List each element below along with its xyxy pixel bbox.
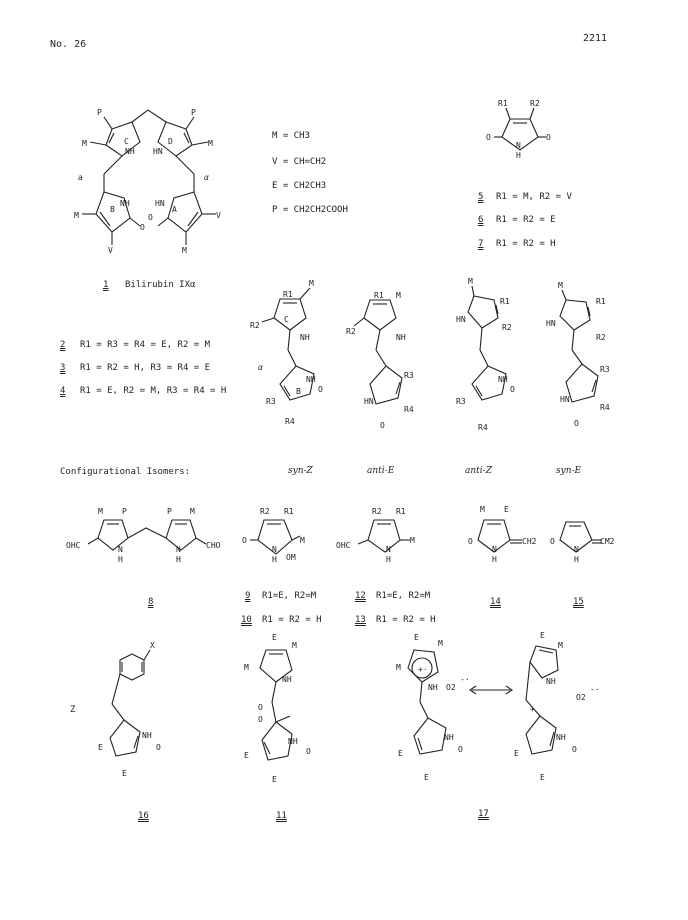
svg-text:R1: R1 <box>498 99 508 108</box>
svg-text:R3: R3 <box>456 397 466 406</box>
isomers-heading: Configurational Isomers: <box>60 467 191 477</box>
svg-text:NH: NH <box>546 677 556 686</box>
structure-maleimide <box>486 99 551 160</box>
svg-text:M: M <box>190 507 195 516</box>
svg-text:O: O <box>380 421 385 430</box>
svg-text:NH: NH <box>120 199 130 208</box>
svg-text:V: V <box>216 211 221 220</box>
svg-text:C: C <box>284 315 289 324</box>
svg-text:R3: R3 <box>404 371 414 380</box>
compound-6-number: 6 <box>478 215 484 225</box>
compound-16-number: 16 <box>138 811 149 821</box>
svg-text:H: H <box>516 151 521 160</box>
svg-text:HN: HN <box>560 395 570 404</box>
svg-text:CH2: CH2 <box>522 537 537 546</box>
compound-4-number: 4 <box>60 386 66 396</box>
svg-text:OHC: OHC <box>66 541 81 550</box>
substituent-z-label: Z <box>70 705 76 715</box>
svg-text:R2: R2 <box>530 99 540 108</box>
svg-text:OM: OM <box>286 553 296 562</box>
structure-8 <box>66 507 221 564</box>
svg-text:+·: +· <box>418 665 428 674</box>
svg-text:N: N <box>272 545 277 554</box>
svg-text:H: H <box>492 555 497 564</box>
isomer-label-anti-z: anti-Z <box>465 466 492 476</box>
svg-text:O: O <box>546 133 551 142</box>
legend-E: E = CH2CH3 <box>272 181 327 191</box>
svg-text:R3: R3 <box>266 397 276 406</box>
svg-text:C: C <box>124 137 129 146</box>
compound-5-definition: R1 = M, R2 = V <box>496 192 572 202</box>
svg-text:-·: -· <box>460 675 470 684</box>
structure-anti-z <box>456 277 515 432</box>
structure-syn-e <box>546 281 610 428</box>
structure-14 <box>468 505 537 564</box>
svg-text:R1: R1 <box>396 507 406 516</box>
isomer-label-syn-e: syn-E <box>556 466 582 476</box>
svg-text:HN: HN <box>364 397 374 406</box>
structure-bilirubin <box>74 108 221 255</box>
svg-text:P: P <box>97 108 102 117</box>
svg-text:E: E <box>540 773 545 782</box>
svg-text:N: N <box>118 545 123 554</box>
compound-10-definition: R1 = R2 = H <box>262 615 322 625</box>
svg-text:E: E <box>122 769 127 778</box>
svg-text:R1: R1 <box>500 297 510 306</box>
compound-12-number: 12 <box>355 591 366 601</box>
svg-text:NH: NH <box>300 333 310 342</box>
svg-text:α: α <box>258 363 263 372</box>
svg-text:M: M <box>396 663 401 672</box>
compound-9-definition: R1=E, R2=M <box>262 591 317 601</box>
compound-6-definition: R1 = R2 = E <box>496 215 556 225</box>
compound-17-number: 17 <box>478 809 489 819</box>
svg-text:O: O <box>242 536 247 545</box>
legend-P: P = CH2CH2COOH <box>272 205 348 215</box>
svg-text:R2: R2 <box>596 333 606 342</box>
svg-text:M: M <box>480 505 485 514</box>
svg-text:-·: -· <box>590 685 600 694</box>
svg-text:NH: NH <box>444 733 454 742</box>
svg-text:E: E <box>504 505 509 514</box>
structure-15 <box>550 522 615 564</box>
svg-text:NH: NH <box>288 737 298 746</box>
svg-text:H: H <box>272 555 277 564</box>
svg-text:R4: R4 <box>600 403 610 412</box>
structure-11 <box>244 633 311 784</box>
svg-text:+: + <box>530 705 535 714</box>
structure-17 <box>396 631 600 782</box>
svg-text:M: M <box>208 139 213 148</box>
svg-text:M: M <box>410 536 415 545</box>
svg-text:H: H <box>118 555 123 564</box>
svg-text:E: E <box>540 631 545 640</box>
svg-text:NH: NH <box>556 733 566 742</box>
svg-text:M: M <box>309 279 314 288</box>
svg-text:H: H <box>386 555 391 564</box>
isomer-label-syn-z: syn-Z <box>288 466 313 476</box>
svg-text:M: M <box>82 139 87 148</box>
svg-text:R1: R1 <box>374 291 384 300</box>
svg-text:R2: R2 <box>372 507 382 516</box>
svg-text:R1: R1 <box>283 290 293 299</box>
svg-text:α: α <box>204 173 209 182</box>
svg-text:a: a <box>78 173 83 182</box>
svg-text:X: X <box>150 641 155 650</box>
structure-16 <box>98 641 161 778</box>
svg-text:M: M <box>558 641 563 650</box>
svg-text:E: E <box>272 633 277 642</box>
svg-text:H: H <box>574 555 579 564</box>
svg-text:O: O <box>510 385 515 394</box>
svg-text:O: O <box>574 419 579 428</box>
compound-15-number: 15 <box>573 597 584 607</box>
svg-text:N: N <box>386 545 391 554</box>
compound-3-definition: R1 = R2 = H, R3 = R4 = E <box>80 363 211 373</box>
svg-text:R4: R4 <box>404 405 414 414</box>
svg-text:M: M <box>468 277 473 286</box>
structure-12-13 <box>336 507 415 564</box>
svg-text:P: P <box>122 507 127 516</box>
svg-text:R2: R2 <box>502 323 512 332</box>
svg-text:B: B <box>110 205 115 214</box>
svg-text:R3: R3 <box>600 365 610 374</box>
svg-text:M: M <box>396 291 401 300</box>
compound-13-number: 13 <box>355 615 366 625</box>
svg-text:O: O <box>148 213 153 222</box>
compound-3-number: 3 <box>60 363 66 373</box>
compound-8-number: 8 <box>148 597 154 607</box>
svg-text:NH: NH <box>142 731 152 740</box>
svg-text:CM2: CM2 <box>600 537 615 546</box>
svg-text:R1: R1 <box>284 507 294 516</box>
svg-text:E: E <box>514 749 519 758</box>
compound-13-definition: R1 = R2 = H <box>376 615 436 625</box>
compound-7-definition: R1 = R2 = H <box>496 239 556 249</box>
svg-text:CHO: CHO <box>206 541 221 550</box>
svg-text:O: O <box>468 537 473 546</box>
structure-9-10 <box>242 507 305 564</box>
svg-text:R4: R4 <box>478 423 488 432</box>
compound-1-number: 1 <box>103 280 109 290</box>
svg-text:O: O <box>550 537 555 546</box>
svg-text:M: M <box>182 246 187 255</box>
compound-7-number: 7 <box>478 239 484 249</box>
svg-text:N: N <box>176 545 181 554</box>
svg-text:B: B <box>296 387 301 396</box>
svg-text:E: E <box>414 633 419 642</box>
svg-text:D: D <box>168 137 173 146</box>
svg-text:O2: O2 <box>576 693 586 702</box>
legend-M: M = CH3 <box>272 131 310 141</box>
legend-V: V = CH=CH2 <box>272 157 327 167</box>
structure-syn-z <box>250 279 323 426</box>
svg-text:NH: NH <box>396 333 406 342</box>
svg-text:NH: NH <box>498 375 508 384</box>
svg-text:NH: NH <box>282 675 292 684</box>
svg-text:O: O <box>140 223 145 232</box>
svg-text:O: O <box>258 703 263 712</box>
svg-text:N: N <box>574 545 579 554</box>
svg-text:E: E <box>424 773 429 782</box>
compound-4-definition: R1 = E, R2 = M, R3 = R4 = H <box>80 386 227 396</box>
svg-text:P: P <box>167 507 172 516</box>
svg-text:R2: R2 <box>346 327 356 336</box>
compound-14-number: 14 <box>490 597 501 607</box>
svg-text:NH: NH <box>125 147 135 156</box>
compound-5-number: 5 <box>478 192 484 202</box>
svg-text:HN: HN <box>155 199 165 208</box>
svg-text:O2: O2 <box>446 683 456 692</box>
svg-text:NH: NH <box>428 683 438 692</box>
compound-10-number: 10 <box>241 615 252 625</box>
issue-number: No. 26 <box>50 39 87 50</box>
svg-text:M: M <box>292 641 297 650</box>
svg-text:E: E <box>98 743 103 752</box>
svg-text:R2: R2 <box>250 321 260 330</box>
svg-text:OHC: OHC <box>336 541 351 550</box>
svg-text:P: P <box>191 108 196 117</box>
svg-text:E: E <box>398 749 403 758</box>
svg-text:R1: R1 <box>596 297 606 306</box>
svg-text:M: M <box>98 507 103 516</box>
page-number: 2211 <box>583 33 608 44</box>
compound-9-number: 9 <box>245 591 251 601</box>
svg-text:H: H <box>176 555 181 564</box>
svg-text:R4: R4 <box>285 417 295 426</box>
svg-text:M: M <box>300 536 305 545</box>
svg-text:M: M <box>558 281 563 290</box>
svg-text:N: N <box>492 545 497 554</box>
svg-text:O: O <box>306 747 311 756</box>
svg-text:NH: NH <box>306 375 316 384</box>
isomer-label-anti-e: anti-E <box>367 466 395 476</box>
svg-text:N: N <box>516 141 521 150</box>
structure-anti-e <box>346 291 414 430</box>
svg-text:A: A <box>172 205 177 214</box>
compound-12-definition: R1=E, R2=M <box>376 591 431 601</box>
svg-text:E: E <box>272 775 277 784</box>
svg-text:O: O <box>486 133 491 142</box>
svg-text:O: O <box>458 745 463 754</box>
svg-text:O: O <box>156 743 161 752</box>
compound-2-definition: R1 = R3 = R4 = E, R2 = M <box>80 340 211 350</box>
compound-2-number: 2 <box>60 340 66 350</box>
svg-text:M: M <box>244 663 249 672</box>
svg-text:V: V <box>108 246 113 255</box>
svg-text:E: E <box>244 751 249 760</box>
svg-text:O: O <box>318 385 323 394</box>
svg-text:O: O <box>258 715 263 724</box>
svg-text:HN: HN <box>456 315 466 324</box>
compound-11-number: 11 <box>276 811 287 821</box>
svg-text:HN: HN <box>153 147 163 156</box>
svg-text:O: O <box>572 745 577 754</box>
svg-text:R2: R2 <box>260 507 270 516</box>
svg-text:M: M <box>438 639 443 648</box>
svg-text:HN: HN <box>546 319 556 328</box>
compound-1-name: Bilirubin IXα <box>125 280 196 290</box>
svg-text:M: M <box>74 211 79 220</box>
